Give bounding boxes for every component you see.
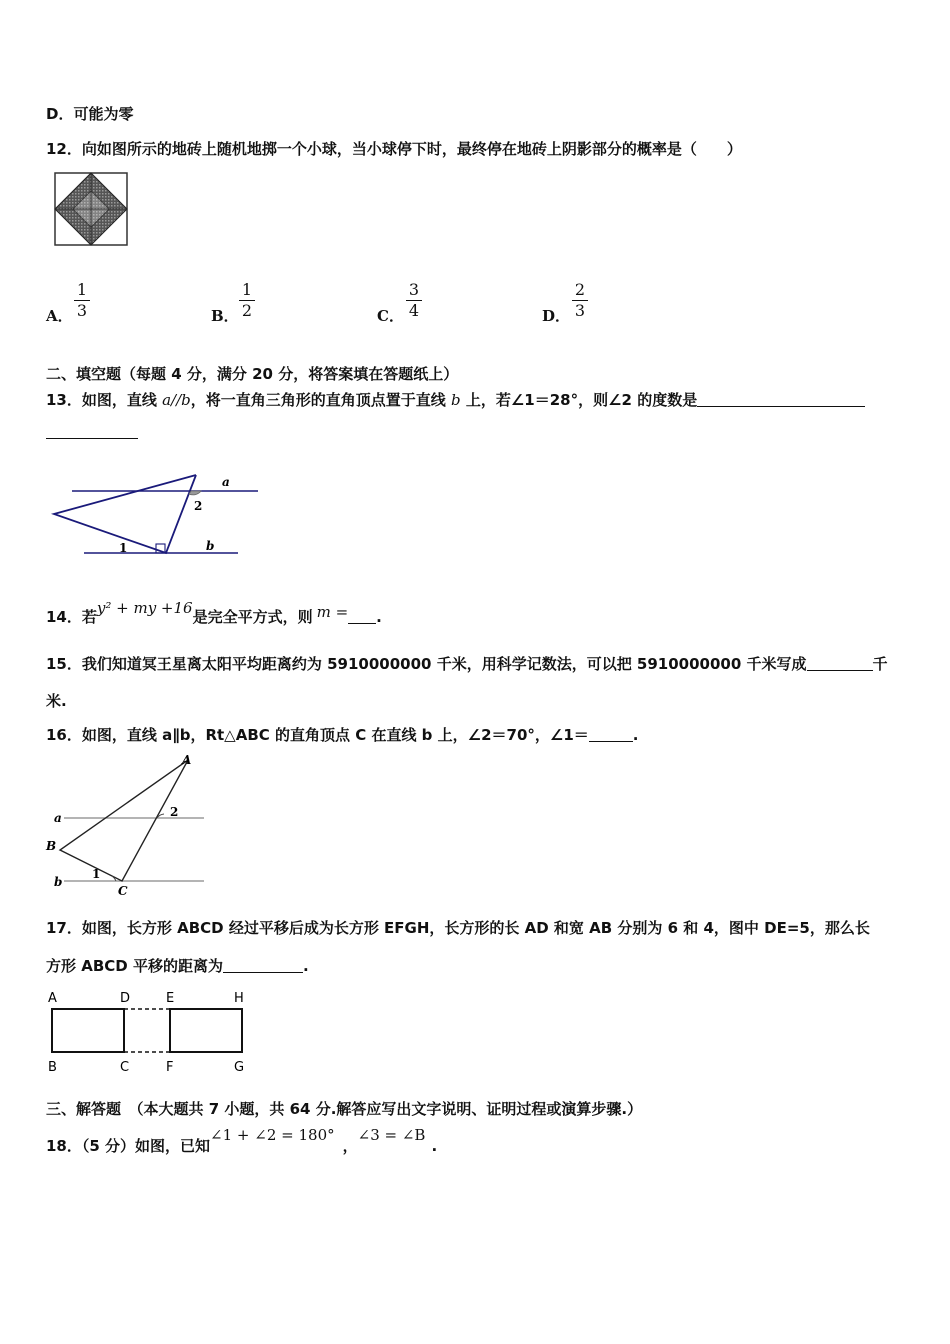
q14-mid: 是完全平方式，则 [192, 608, 313, 626]
q17-fig-label-A: A [48, 991, 57, 1006]
q13-figure [46, 470, 266, 562]
q13-text-c: 上，若∠1＝28°，则∠2 的度数是 [460, 391, 698, 409]
q13-text-bb: b [451, 391, 461, 409]
q12-option-d-fraction [572, 281, 588, 320]
q12-option-c-fraction [406, 281, 422, 320]
q18-end: . [431, 1137, 438, 1155]
q12-option-d-label: D． [542, 307, 571, 325]
q12-option-d-num: 2 [574, 280, 586, 299]
q12-option-c-num: 3 [408, 280, 420, 299]
q16-fig-label-b: b [54, 875, 63, 889]
q16-text [46, 724, 638, 745]
q12-option-a-den: 3 [76, 301, 88, 320]
q14-expression: y² + my +16 [96, 599, 193, 617]
q12-option-b-fraction [239, 281, 255, 320]
q18-sep: ， [342, 1137, 358, 1155]
q13-text-b: ，将一直角三角形的直角顶点置于直线 [190, 391, 451, 409]
q16-fig-label-A: A [182, 753, 192, 767]
q12-option-b-num: 1 [241, 280, 253, 299]
q17-line2 [46, 955, 309, 976]
q12-option-a-num: 1 [76, 280, 88, 299]
q18-pre: 18．（5 分）如图，已知 [46, 1137, 211, 1155]
q15-text1-end: 千 [872, 655, 888, 673]
q13-fig-angle1: 1 [119, 541, 128, 555]
q15-text1: 15．我们知道冥王星离太阳平均距离约为 5910000000 千米，用科学记数法，可以把 5910000000 千米写成 [46, 655, 807, 673]
q12-option-a-label: A． [46, 307, 73, 325]
q13-fig-angle2: 2 [194, 499, 203, 513]
q12-option-c-label: C． [377, 307, 404, 325]
q17-fig-label-E: E [166, 991, 175, 1006]
q12-option-b-den: 2 [241, 301, 253, 320]
q17-fig-label-G: G [234, 1060, 245, 1075]
q13-text-a: 13．如图，直线 [46, 391, 163, 409]
q17-line1: 17．如图，长方形 ABCD 经过平移后成为长方形 EFGH，长方形的长 AD 和宽 AB 分别为 6 和 4，图中 DE=5，那么长 [46, 919, 870, 937]
q16-fig-label-C: C [118, 884, 128, 898]
q17-answer-blank [223, 958, 303, 973]
q17-fig-label-B: B [48, 1060, 57, 1075]
q16-fig-angle2: 2 [170, 805, 179, 819]
q16-answer-blank [589, 727, 633, 742]
q17-fig-label-F: F [166, 1060, 174, 1075]
q17-figure [46, 988, 256, 1074]
q17-fig-label-H: H [234, 991, 244, 1006]
q15-line1 [46, 653, 888, 674]
q14-text [46, 599, 382, 627]
section3-title: 三、解答题 （本大题共 7 小题，共 64 分.解答应写出文字说明、证明过程或演算步骤.） [46, 1100, 643, 1118]
q16-fig-angle1: 1 [92, 867, 101, 881]
q12-option-a-fraction [74, 281, 90, 320]
q13-fig-label-b: b [206, 539, 215, 553]
q12-text: 12．向如图所示的地砖上随机地掷一个小球，当小球停下时，最终停在地砖上阴影部分的概率是（ ） [46, 140, 742, 158]
q12-option-b-label: B． [211, 307, 239, 325]
q13-fig-label-a: a [222, 475, 230, 489]
q17-end: . [302, 957, 309, 975]
q16-fig-label-a: a [54, 811, 62, 825]
q16-end: . [632, 726, 639, 744]
q12-tile-figure [54, 172, 128, 246]
q16-fig-label-B: B [46, 839, 57, 853]
q14-variable: m = [316, 603, 349, 621]
q11-option-d: D．可能为零 [46, 105, 134, 123]
q12-option-c-den: 4 [408, 301, 420, 320]
q14-answer-blank [348, 609, 376, 624]
q17-text2: 方形 ABCD 平移的距离为 [46, 957, 223, 975]
q13-answer-blank [697, 392, 865, 407]
q14-end: . [376, 608, 382, 626]
q17-fig-label-D: D [120, 991, 131, 1006]
q13-text [46, 389, 865, 410]
q18-expr1: ∠1 + ∠2 = 180° [210, 1126, 335, 1144]
q14-pre: 14．若 [46, 608, 97, 626]
section2-title: 二、填空题（每题 4 分，满分 20 分，将答案填在答题纸上） [46, 365, 459, 383]
q15-line2: 米. [46, 692, 67, 710]
q13-answer-blank-cont [46, 424, 138, 439]
q13-text-ab: a//b [162, 391, 191, 409]
q15-answer-blank [807, 656, 873, 671]
q16-figure [44, 752, 214, 898]
q13-blank-line2 [46, 423, 138, 441]
q16-text-main: 16．如图，直线 a∥b，Rt△ABC 的直角顶点 C 在直线 b 上，∠2＝70°，∠1＝ [46, 726, 589, 744]
q18-expr2: ∠3 = ∠B [357, 1126, 426, 1144]
q17-fig-label-C: C [120, 1060, 130, 1075]
q18-text [46, 1126, 438, 1156]
q12-option-d-den: 3 [574, 301, 586, 320]
